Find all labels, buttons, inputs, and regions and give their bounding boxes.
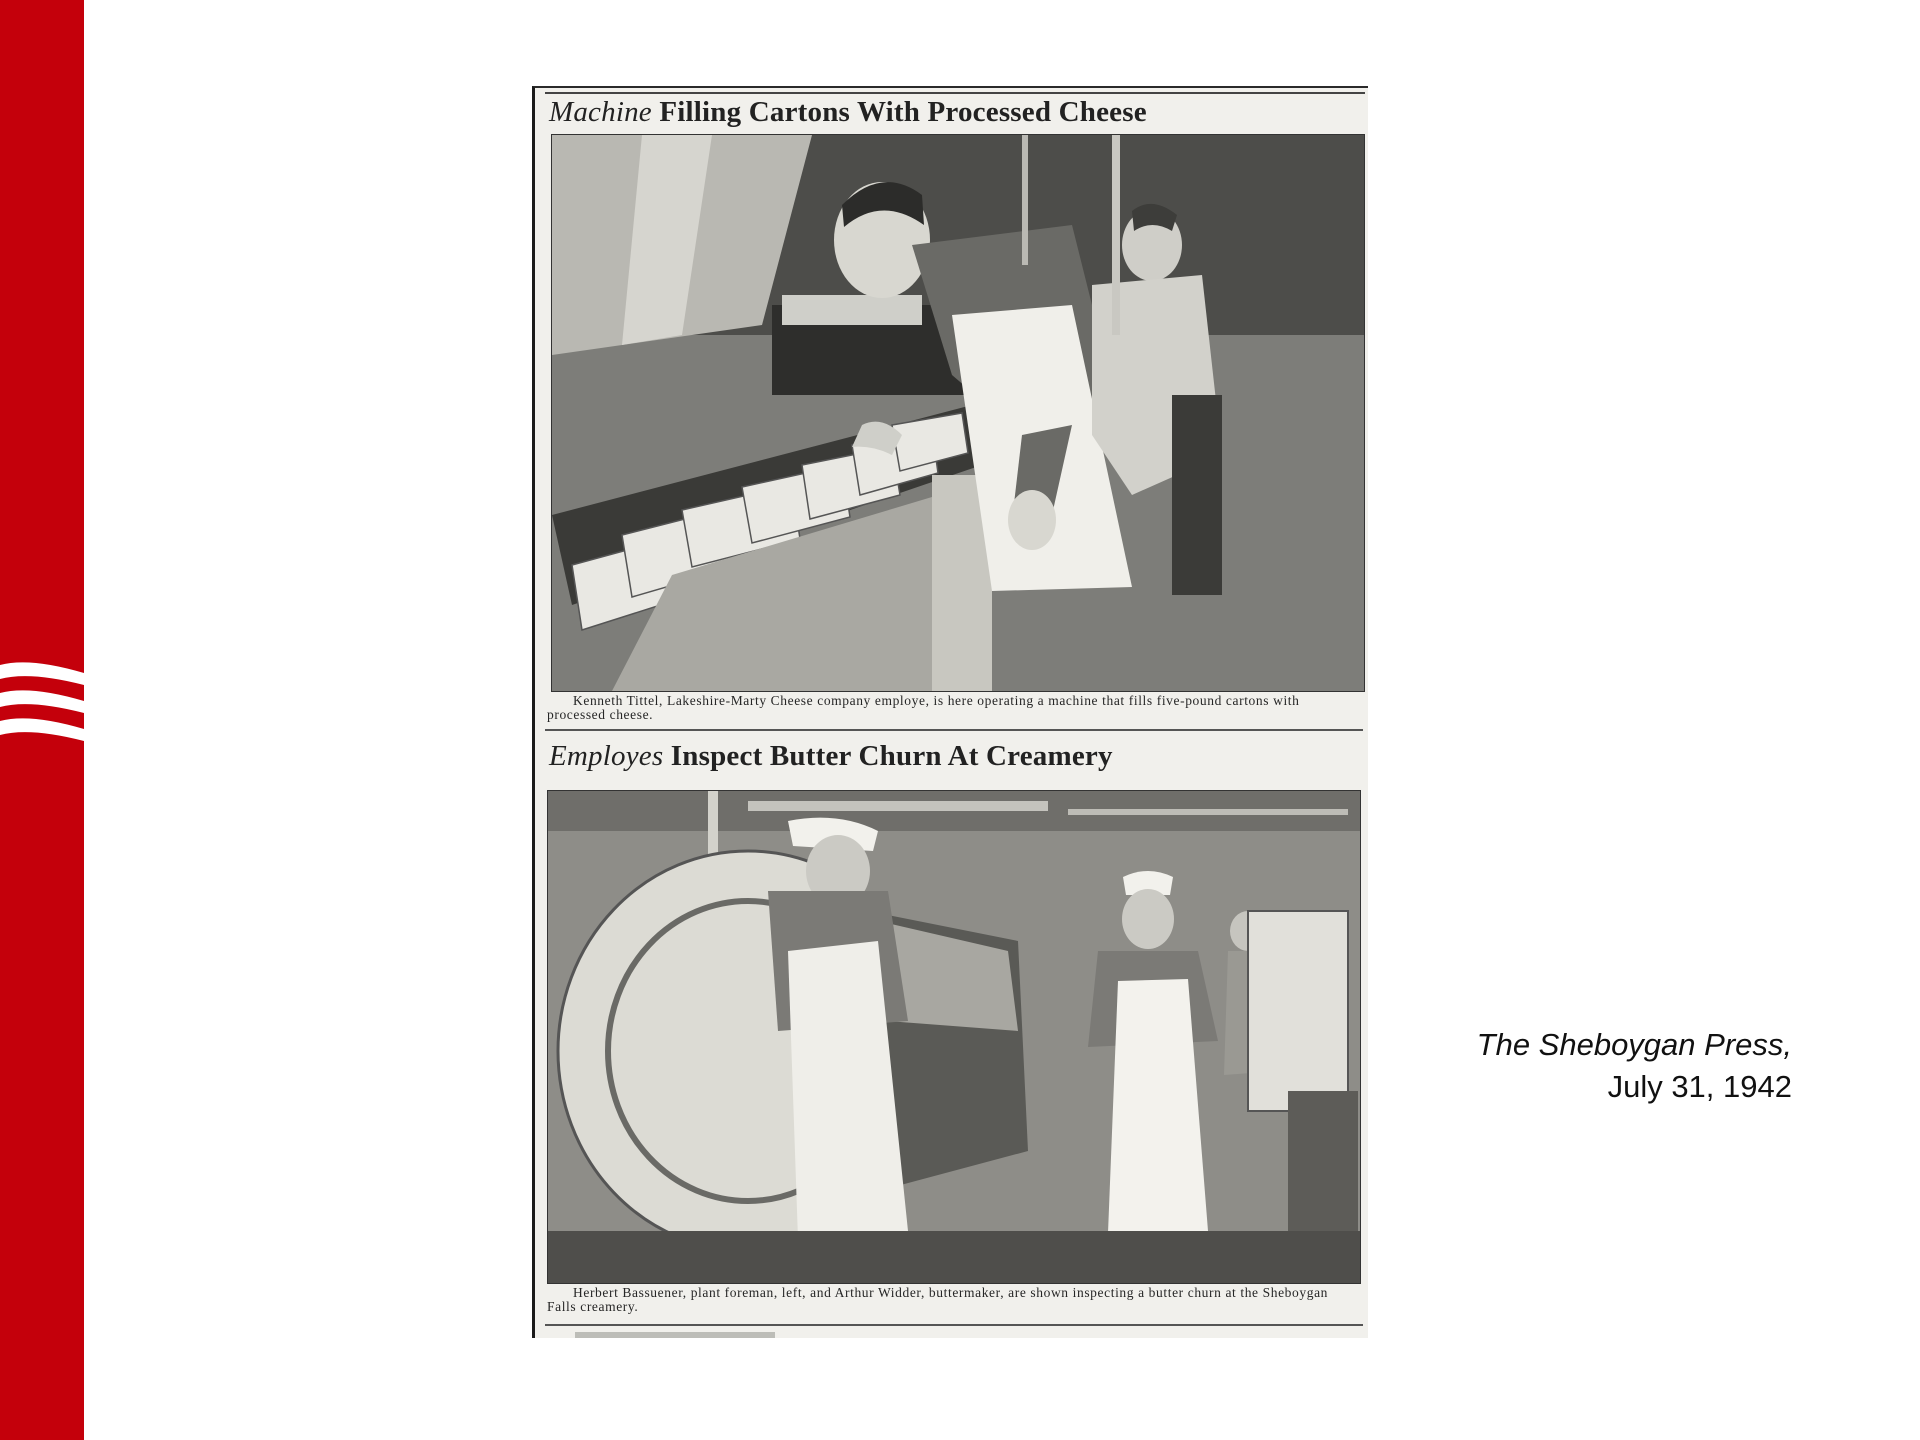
story1-headline-rest: Filling Cartons With Processed Cheese: [659, 96, 1147, 128]
clipping-top-rule: [545, 92, 1365, 94]
story2-caption: Herbert Bassuener, plant foreman, left, and Arthur Widder, buttermaker, are shown inspecting a butter churn at the Sheboygan Falls creamery.: [547, 1285, 1329, 1314]
story-separator: [545, 729, 1363, 731]
brand-red-bar: [0, 0, 84, 1440]
butter-churn-photo: [547, 790, 1361, 1284]
newspaper-clipping: [532, 86, 1368, 1338]
citation-date: July 31, 1942: [1607, 1069, 1792, 1104]
citation-publication: The Sheboygan Press,: [1476, 1027, 1792, 1062]
story-separator: [545, 1324, 1363, 1326]
story2-headline: [549, 740, 1349, 773]
cheese-machine-photo: [551, 134, 1365, 692]
wave-logo-icon: [0, 655, 84, 755]
story2-headline-lead: Employes: [549, 740, 664, 772]
story1-caption: Kenneth Tittel, Lakeshire-Marty Cheese company employe, is here operating a machine that fills five-pound cartons with processed cheese.: [547, 693, 1300, 722]
story1-headline-lead: Machine: [549, 96, 652, 128]
story1-headline: [549, 96, 1349, 129]
source-citation: [1477, 1024, 1792, 1108]
story2-headline-rest: Inspect Butter Churn At Creamery: [670, 740, 1113, 772]
cutoff-text-fragment: [575, 1332, 775, 1338]
